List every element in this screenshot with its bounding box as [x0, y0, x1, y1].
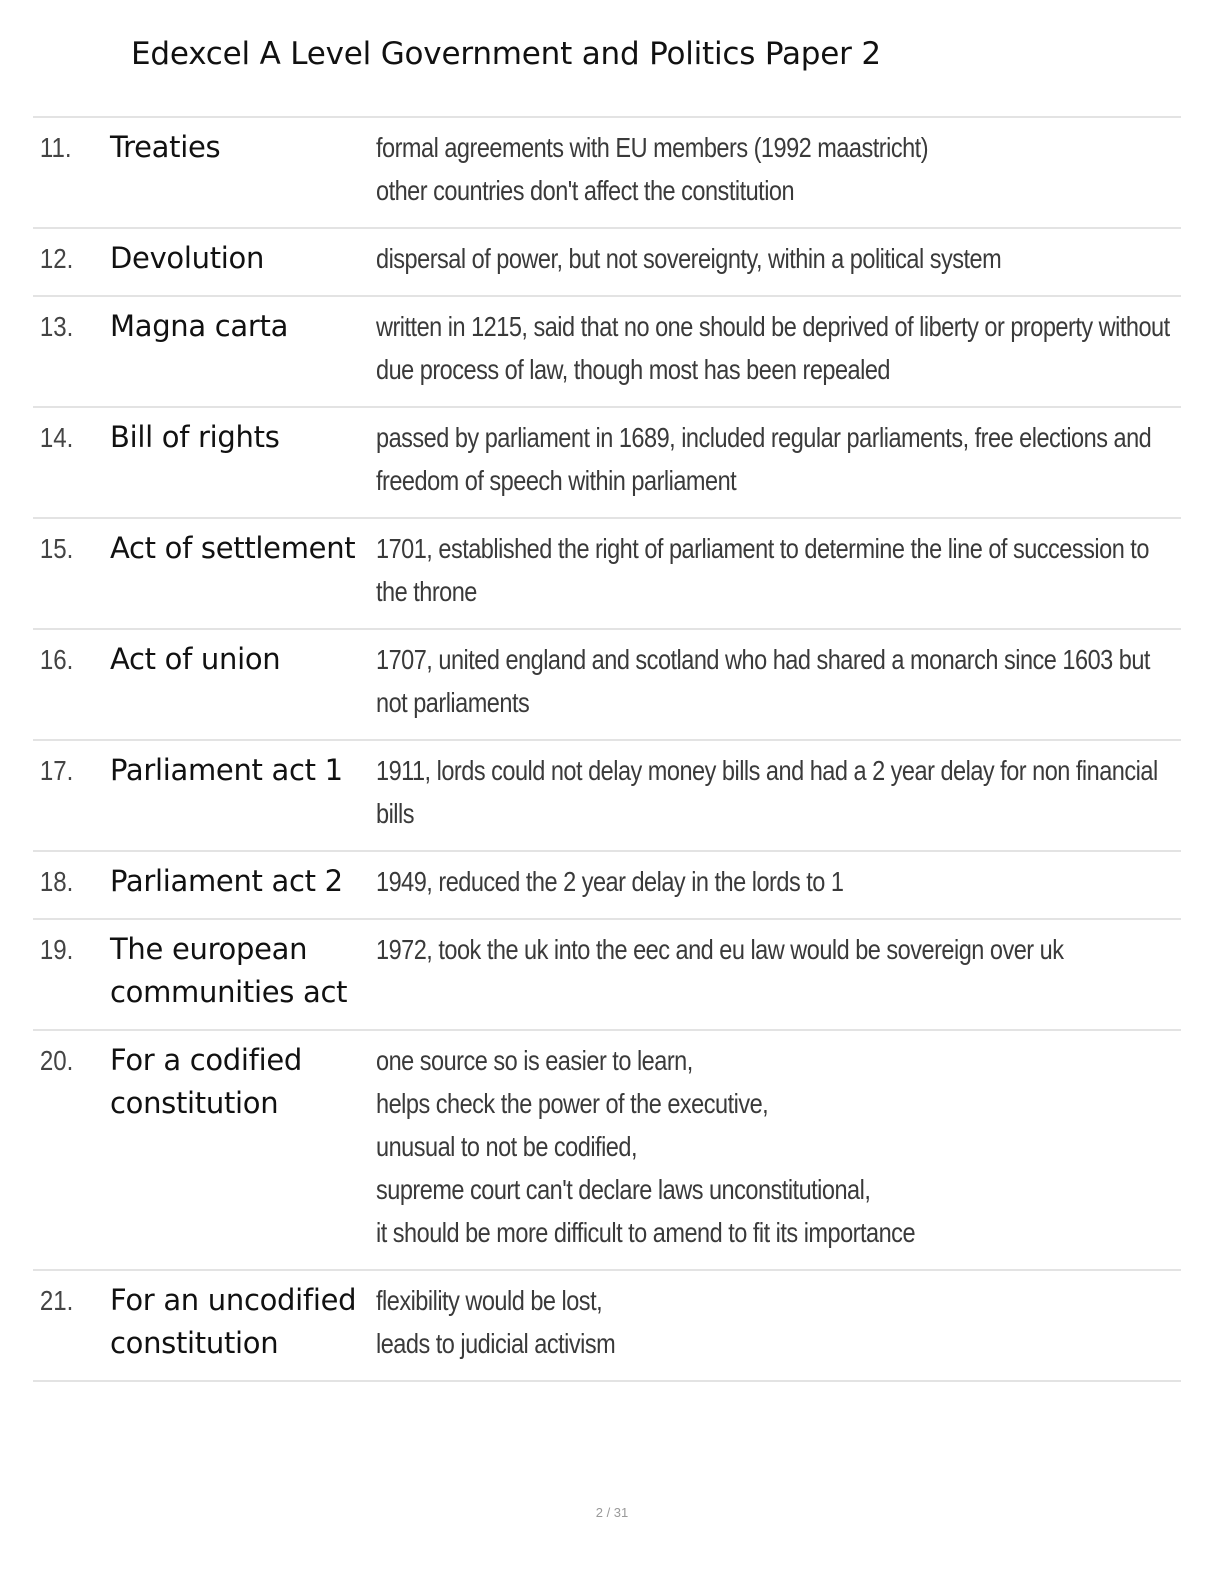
term-number: 20.: [39, 1045, 74, 1076]
term-definition: [376, 237, 1181, 280]
term-title-line: constitution: [110, 1326, 279, 1360]
term-title-line: Magna carta: [110, 309, 289, 343]
term-definition: [376, 1279, 1181, 1365]
term-number: 21.: [39, 1285, 74, 1316]
term-title-line: communities act: [110, 975, 348, 1009]
term-definition: [376, 860, 1181, 903]
definition-line: 1707, united england and scotland who had shared a monarch since 1603 but: [376, 644, 1150, 675]
definition-line: 1972, took the uk into the eec and eu law would be sovereign over uk: [376, 934, 1064, 965]
definition-line: formal agreements with EU members (1992 maastricht): [376, 132, 929, 163]
definition-line: dispersal of power, but not sovereignty, within a political system: [376, 243, 1002, 274]
term-title: [110, 928, 376, 1014]
definition-line: unusual to not be codified,: [376, 1131, 638, 1162]
term-title-line: Parliament act 1: [110, 753, 343, 787]
term-row: [33, 630, 1181, 741]
definition-line: one source so is easier to learn,: [376, 1045, 693, 1076]
definition-line: 1911, lords could not delay money bills and had a 2 year delay for non financial: [376, 755, 1158, 786]
term-title-line: Devolution: [110, 241, 265, 275]
definition-line: the throne: [376, 576, 477, 607]
definition-line: it should be more difficult to amend to fit its importance: [376, 1217, 916, 1248]
definition-line: not parliaments: [376, 687, 530, 718]
terms-table: [33, 116, 1181, 1382]
term-definition: [376, 1039, 1181, 1254]
term-title: [110, 1039, 376, 1254]
term-definition: [376, 638, 1224, 724]
term-row: [33, 118, 1181, 229]
term-row: [33, 408, 1181, 519]
term-row: [33, 1271, 1181, 1382]
term-row: [33, 852, 1181, 920]
term-title: [110, 1279, 376, 1365]
term-title: [110, 860, 376, 903]
term-definition: [376, 749, 1224, 835]
definition-line: supreme court can't declare laws unconstitutional,: [376, 1174, 871, 1205]
term-row: [33, 920, 1181, 1031]
term-title: [110, 527, 376, 613]
term-row: [33, 297, 1181, 408]
term-title: [110, 126, 376, 212]
term-title-line: Parliament act 2: [110, 864, 343, 898]
term-title-line: Treaties: [110, 130, 221, 164]
term-definition: [376, 305, 1224, 391]
definition-line: freedom of speech within parliament: [376, 465, 737, 496]
term-row: [33, 229, 1181, 297]
definition-line: passed by parliament in 1689, included regular parliaments, free elections and: [376, 422, 1152, 453]
definition-line: bills: [376, 798, 415, 829]
term-title: [110, 749, 376, 835]
term-title-line: constitution: [110, 1086, 279, 1120]
document-title: Edexcel A Level Government and Politics Paper 2: [131, 36, 881, 72]
term-number: 12.: [39, 243, 74, 274]
definition-line: helps check the power of the executive,: [376, 1088, 769, 1119]
term-number: 11.: [39, 132, 72, 163]
term-title-line: Act of union: [110, 642, 281, 676]
term-number: 19.: [39, 934, 74, 965]
term-title: [110, 416, 376, 502]
term-number: 15.: [39, 533, 74, 564]
term-number: 14.: [39, 422, 74, 453]
term-row: [33, 741, 1181, 852]
term-number: 17.: [39, 755, 74, 786]
term-title-line: The european: [110, 932, 308, 966]
term-definition: [376, 527, 1224, 613]
term-number: 16.: [39, 644, 74, 675]
term-definition: [376, 126, 1181, 212]
definition-line: 1949, reduced the 2 year delay in the lords to 1: [376, 866, 844, 897]
term-title-line: Bill of rights: [110, 420, 280, 454]
term-number: 13.: [39, 311, 74, 342]
definition-line: 1701, established the right of parliament to determine the line of succession to: [376, 533, 1149, 564]
term-title: [110, 638, 376, 724]
term-title: [110, 237, 376, 280]
term-title-line: For an uncodified: [110, 1283, 357, 1317]
term-title: [110, 305, 376, 391]
definition-line: flexibility would be lost,: [376, 1285, 603, 1316]
definition-line: leads to judicial activism: [376, 1328, 616, 1359]
definition-line: written in 1215, said that no one should be deprived of liberty or property without: [376, 311, 1170, 342]
term-row: [33, 519, 1181, 630]
term-title-line: Act of settlement: [110, 531, 356, 565]
term-definition: [376, 928, 1194, 1014]
definition-line: other countries don't affect the constitution: [376, 175, 795, 206]
page-number: 2 / 31: [595, 1505, 629, 1520]
term-row: [33, 1031, 1181, 1271]
term-definition: [376, 416, 1224, 502]
definition-line: due process of law, though most has been repealed: [376, 354, 891, 385]
term-number: 18.: [39, 866, 74, 897]
term-title-line: For a codified: [110, 1043, 302, 1077]
